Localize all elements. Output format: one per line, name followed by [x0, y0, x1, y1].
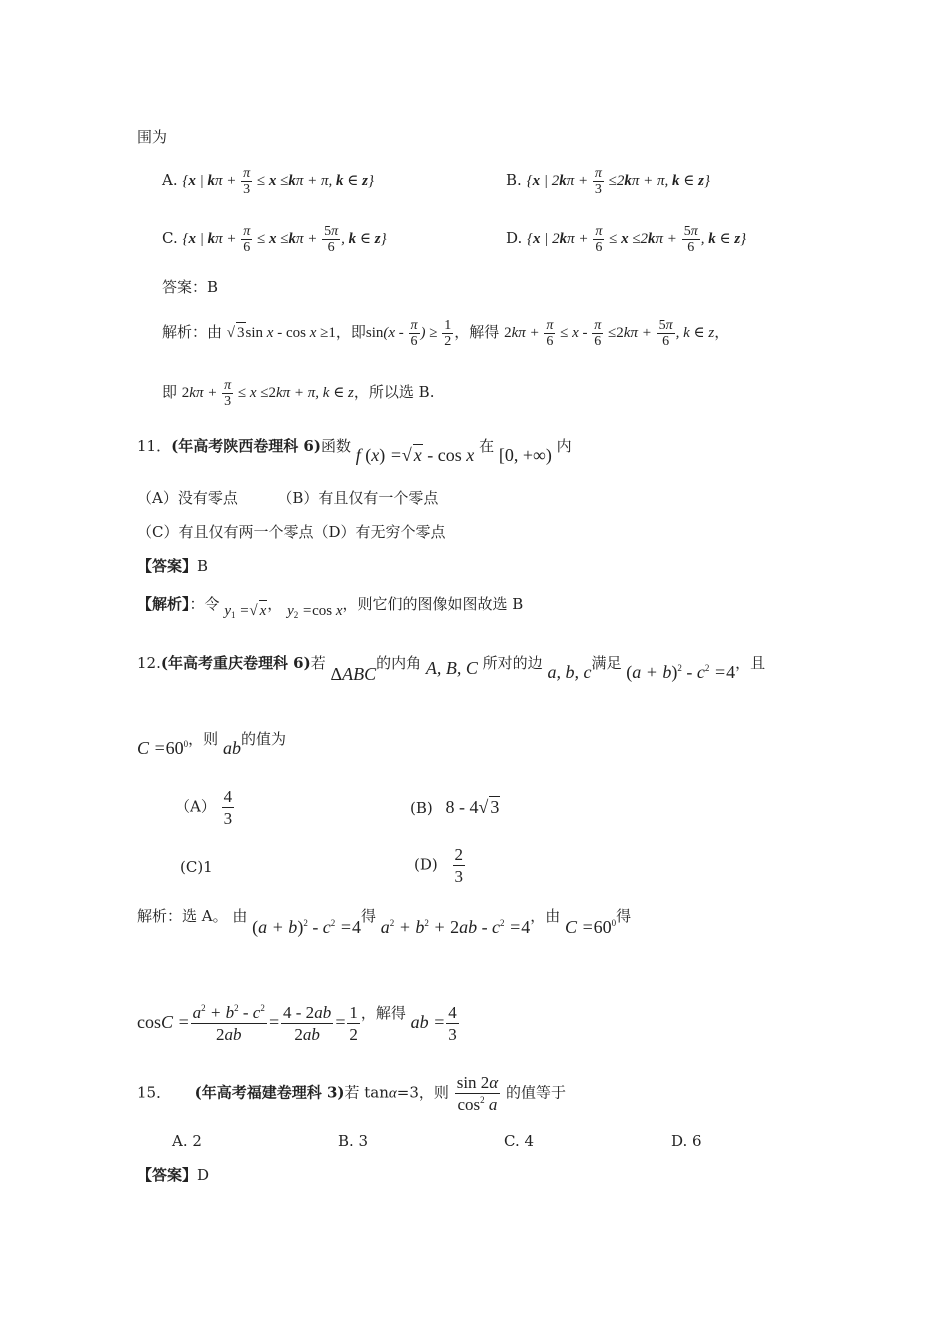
q12-triangle: ΔABC: [330, 664, 377, 684]
q11-option-d: （D）有无穷个零点: [313, 523, 446, 541]
q15-option-b: B. 3: [338, 1132, 369, 1150]
q12-angles: A, B, C: [425, 658, 478, 678]
q10-option-b: B. {x | 2kπ + $\frac{\pi}{3}$ ≤2kπ + π, k ∈ z}: [506, 166, 710, 197]
q12-cosine-law: cosC = $\frac{a^2 + b^2 - c^2}{2ab}$ = $\frac{4 - 2ab}{2ab}$ = $\frac{1}{2}$: [137, 1003, 358, 1044]
q10-option-c: C. {x | kπ + $\frac{\pi}{6}$ ≤ x ≤kπ + $\frac{5\pi}{6}$ , k ∈ z}: [162, 224, 387, 255]
q11-function: f (x) =√ x - cos x: [355, 445, 475, 465]
q10-option-c-formula: {x | kπ + $\frac{\pi}{6}$ ≤ x ≤kπ + $\frac{5\pi}{6}$ , k ∈ z}: [182, 224, 387, 255]
q12-option-b: (B) 8 - 4√ 3: [410, 797, 500, 817]
q10-solution-1: 2kπ + $\frac{\pi}{6}$ ≤ x - $\frac{\pi}{6}$ ≤2kπ + $\frac{5\pi}{6}$ , k ∈ z: [504, 318, 715, 349]
q15-option-a: A. 2: [172, 1132, 202, 1150]
q12-analysis-line2: cosC = $\frac{a^2 + b^2 - c^2}{2ab}$ = $\frac{4 - 2ab}{2ab}$ = $\frac{1}{2}$ ，解得 ab = $\frac{4}{3}$: [137, 1002, 460, 1045]
q15-alpha: α: [388, 1085, 397, 1102]
q11-analysis: 【解析】：令 $y_1$ =√ x， $y_2 =\cos$ x，则它们的图像如图故选 B: [137, 595, 524, 620]
q15-answer: 【答案】D: [137, 1166, 210, 1184]
q12-option-a: （A） $\frac{4}{3}$: [175, 787, 233, 828]
q12-option-d-value: $\frac{2}{3}$: [454, 845, 464, 886]
q11-option-a: （A）没有零点: [137, 489, 238, 507]
q10-inequality-2: sin(x - $\frac{\pi}{6}$ ) ≥ $\frac{1}{2}$: [365, 318, 452, 349]
q10-inequality-1: √ 3sin x - cos x ≥1: [227, 325, 336, 341]
q12-ab: ab: [222, 738, 241, 758]
q11-options-row2: [137, 522, 446, 542]
q10-option-a-formula: {x | kπ + $\frac{\pi}{3}$ ≤ x ≤kπ + π, k ∈ z}: [182, 166, 374, 197]
q12-stem-line1: 12.(年高考重庆卷理科 6)若 ΔABC的内角 A, B, C 所对的边 a, b, c满足 $(a + b)^2 - c^2 =4$，且: [137, 654, 766, 684]
q12-analysis-line1: 解析：选 A。 由 $(a + b)^2 - c^2 =4$得 $a^2 + b^2 + 2ab - c^2 =4$，由 $C =60^0$得: [137, 907, 632, 937]
q10-option-d-formula: {x | 2kπ + $\frac{\pi}{6}$ ≤ x ≤2kπ + $\frac{5\pi}{6}$ , k ∈ z}: [527, 224, 747, 255]
q11-answer: 【答案】B: [137, 557, 209, 575]
q11-y1: $y_1$ =√ x: [224, 603, 267, 619]
q12-condition: $(a + b)^2 - c^2 =4$: [626, 662, 736, 682]
q12-option-c: (C)1: [180, 858, 213, 876]
q11-y2: $y_2 =\cos$ x: [287, 603, 343, 620]
q12-eq-2: $a^2 + b^2 + 2ab - c^2 =4$: [380, 917, 531, 937]
q15-option-c: C. 4: [504, 1132, 535, 1150]
q11-options-row1: [137, 488, 438, 508]
q12-option-d: (D) $\frac{2}{3}$: [414, 845, 464, 886]
q12-eq-1: $(a + b)^2 - c^2 =4$: [252, 917, 361, 937]
q10-option-b-formula: {x | 2kπ + $\frac{\pi}{3}$ ≤2kπ + π, k ∈ z}: [526, 166, 710, 197]
q10-analysis-line2: 即 2kπ + $\frac{\pi}{3}$ ≤ x ≤2kπ + π, k ∈ z，所以选 B.: [162, 378, 435, 409]
q10-solution-2: 2kπ + $\frac{\pi}{3}$ ≤ x ≤2kπ + π, k ∈ z: [181, 378, 354, 409]
q15-expression: $\frac{\sin 2\alpha}{\cos^2 a}$: [456, 1073, 499, 1114]
q15-stem: 15． (年高考福建卷理科 3)若 tanα=3，则 $\frac{\sin 2\alpha}{\cos^2 a}$ 的值等于: [137, 1073, 567, 1114]
q11-interval: [0, +∞): [498, 445, 552, 465]
q12-option-b-value: 8 - 4√ 3: [445, 797, 500, 817]
q11-option-b: （B）有且仅有一个零点: [277, 489, 439, 507]
q10-answer: 答案：B: [162, 278, 219, 296]
q12-option-a-value: $\frac{4}{3}$: [223, 787, 233, 828]
q11-stem: 11．(年高考陕西卷理科 6)函数 f (x) =√ x - cos x 在 [0, +∞) 内: [137, 437, 572, 465]
q12-sides: a, b, c: [547, 662, 592, 682]
q10-option-a: A. {x | kπ + $\frac{\pi}{3}$ ≤ x ≤kπ + π, k ∈ z}: [162, 166, 374, 197]
q15-option-d: D. 6: [671, 1132, 702, 1150]
q12-stem-line2: $C =60^0$，则 ab的值为: [137, 730, 286, 758]
q12-eq-3: $C =60^0$: [565, 917, 617, 937]
q12-result: ab = $\frac{4}{3}$: [410, 1003, 457, 1044]
q11-option-c: （C）有且仅有两一个零点: [137, 523, 314, 541]
q10-analysis-line1: 解析：由 √ 3sin x - cos x ≥1，即sin(x - $\frac{\pi}{6}$ ) ≥ $\frac{1}{2}$ ，解得 2kπ + $\frac{\pi}{6}$ ≤ x - $\frac{\pi}{6}$ ≤2kπ + $\frac{5\pi}{6}$ , k ∈ z，: [162, 318, 730, 349]
q10-option-d: D. {x | 2kπ + $\frac{\pi}{6}$ ≤ x ≤2kπ + $\frac{5\pi}{6}$ , k ∈ z}: [506, 224, 747, 255]
q12-angle-c: $C =60^0$: [137, 738, 189, 758]
header-text: 围为: [137, 128, 168, 146]
